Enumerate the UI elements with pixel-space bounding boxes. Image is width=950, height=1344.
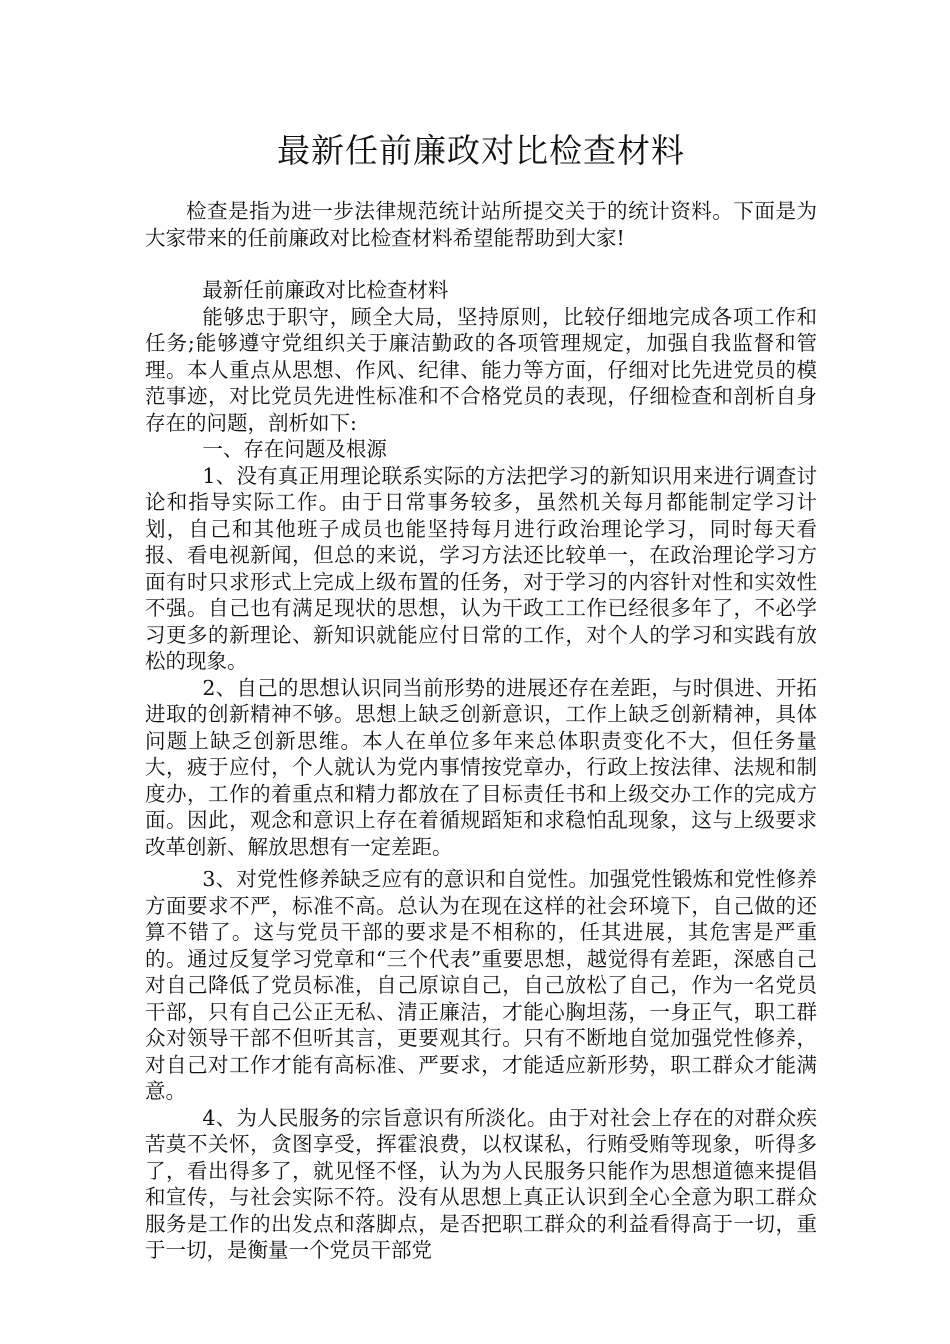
document-title: 最新任前廉政对比检查材料 xyxy=(277,131,685,170)
item-paragraph-4: 4、为人民服务的宗旨意识有所淡化。由于对社会上存在的对群众疾苦莫不关怀，贪图享受，挥霍浪费，以权谋私，行贿受贿等现象，听得多了，看出得多了，就见怪不怪，认为为人民服务只能作为思想道德来提倡和宣传，与社会实际不符。没有从思想上真正认识到全心全意为职工群众服务是工作的出发点和落脚点，是否把职工群众的利益看得高于一切，重于一切，是衡量一个党员干部党 xyxy=(145,1105,817,1262)
body-paragraph-1: 能够忠于职守，顾全大局，坚持原则，比较仔细地完成各项工作和任务;能够遵守党组织关于廉洁勤政的各项管理规定，加强自我监督和管理。本人重点从思想、作风、纪律、能力等方面，仔细对比先进党员的模范事迹，对比党员先进性标准和不合格党员的表现，仔细检查和剖析自身存在的问题，剖析如下: xyxy=(145,304,817,435)
item-paragraph-1: 1、没有真正用理论联系实际的方法把学习的新知识用来进行调查讨论和指导实际工作。由于日常事务较多，虽然机关每月都能制定学习计划，自己和其他班子成员也能坚持每月进行政治理论学习，同时每天看报、看电视新闻，但总的来说，学习方法还比较单一，在政治理论学习方面有时只求形式上完成上级布置的任务，对于学习的内容针对性和实效性不强。自己也有满足现状的思想，认为干政工工作已经很多年了，不必学习更多的新理论、新知识就能应付日常的工作，对个人的学习和实践有放松的现象。 xyxy=(145,463,817,673)
item-paragraph-2: 2、自己的思想认识同当前形势的进展还存在差距，与时俱进、开拓进取的创新精神不够。思想上缺乏创新意识，工作上缺乏创新精神，具体问题上缺乏创新思维。本人在单位多年来总体职责变化不大，但任务量大，疲于应付，个人就认为党内事情按党章办，行政上按法律、法规和制度办，工作的着重点和精力都放在了目标责任书和上级交办工作的完成方面。因此，观念和意识上存在着循规蹈矩和求稳怕乱现象，这与上级要求改革创新、解放思想有一定差距。 xyxy=(145,675,817,859)
item-paragraph-3: 3、对党性修养缺乏应有的意识和自觉性。加强党性锻炼和党性修养方面要求不严，标准不高。总认为在现在这样的社会环境下，自己做的还算不错了。这与党员干部的要求是不相称的，任其进展，其危害是严重的。通过反复学习党章和“三个代表”重要思想，越觉得有差距，深感自己对自己降低了党员标准，自己原谅自己，自己放松了自己，作为一名党员干部，只有自己公正无私、清正廉洁，才能心胸坦荡，一身正气，职工群众对领导干部不但听其言，更要观其行。只有不断地自觉加强党性修养，对自己对工作才能有高标准、严要求，才能适应新形势，职工群众才能满意。 xyxy=(145,867,817,1103)
subtitle: 最新任前廉政对比检查材料 xyxy=(202,278,449,302)
section-heading: 一、存在问题及根源 xyxy=(202,437,387,461)
intro-paragraph: 检查是指为进一步法律规范统计站所提交关于的统计资料。下面是为大家带来的任前廉政对比检查材料希望能帮助到大家! xyxy=(145,199,817,250)
